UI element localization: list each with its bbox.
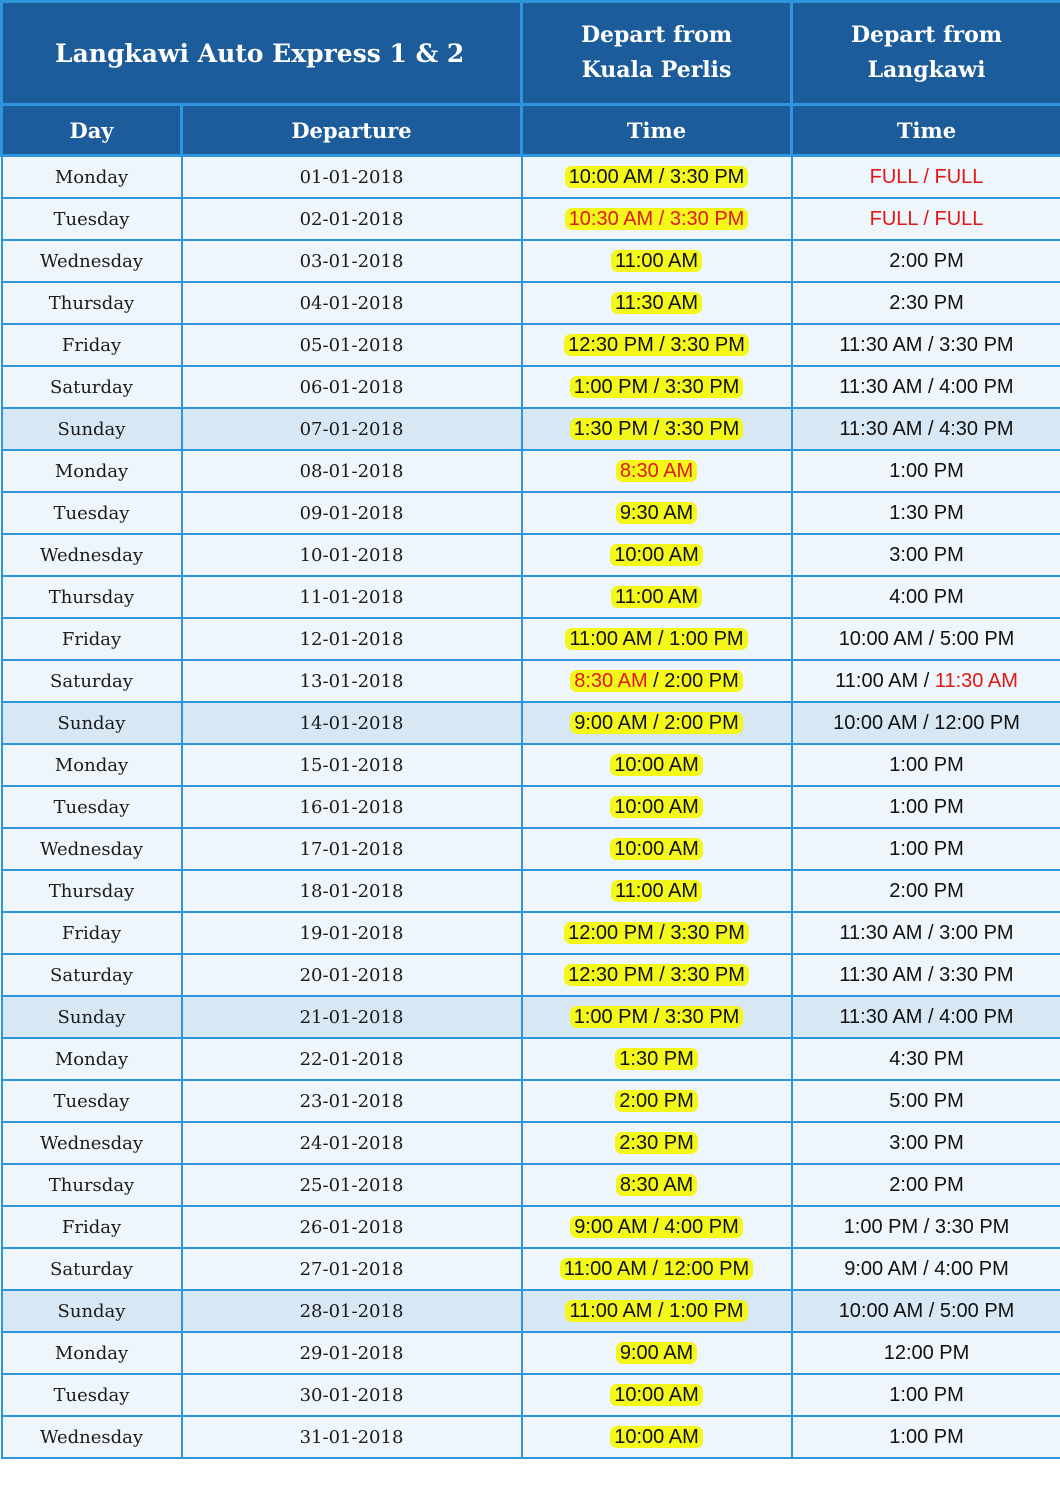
- kuala-perlis-time-cell: [522, 618, 792, 660]
- table-row: [2, 1164, 1060, 1206]
- table-row: [2, 912, 1060, 954]
- time-text: FULL / FULL: [869, 207, 984, 230]
- time-highlight: [560, 1258, 753, 1280]
- departure-date-cell: 12-01-2018: [182, 618, 522, 660]
- table-row: [2, 954, 1060, 996]
- time-text: 2:00 PM: [889, 879, 964, 902]
- time-text: 9:00 AM / 4:00 PM: [844, 1257, 1009, 1280]
- day-cell: Tuesday: [2, 786, 182, 828]
- time-text: 5:00 PM: [889, 1089, 964, 1112]
- time-text: 1:00 PM / 3:30 PM: [573, 375, 740, 398]
- day-cell: Tuesday: [2, 198, 182, 240]
- header-lk-line1: Depart from: [850, 22, 1003, 48]
- langkawi-time-cell: [792, 1080, 1060, 1122]
- kuala-perlis-time-cell: [522, 1248, 792, 1290]
- table-row: [2, 870, 1060, 912]
- langkawi-time-cell: [792, 492, 1060, 534]
- day-cell: Monday: [2, 1038, 182, 1080]
- time-highlight: [610, 544, 703, 566]
- time-text: FULL / FULL: [869, 165, 984, 188]
- day-cell: Monday: [2, 156, 182, 199]
- table-row: [2, 1080, 1060, 1122]
- kuala-perlis-time-cell: [522, 912, 792, 954]
- day-cell: Monday: [2, 450, 182, 492]
- langkawi-time-cell: [792, 1122, 1060, 1164]
- time-highlight: [565, 166, 749, 188]
- kuala-perlis-time-cell: [522, 660, 792, 702]
- time-text: 2:30 PM: [619, 1131, 694, 1154]
- langkawi-time-cell: [792, 702, 1060, 744]
- time-highlight: [610, 838, 703, 860]
- time-text: 1:30 PM: [619, 1047, 694, 1070]
- day-cell: Tuesday: [2, 492, 182, 534]
- table-row: [2, 618, 1060, 660]
- day-cell: Sunday: [2, 1290, 182, 1332]
- time-highlight: [616, 502, 697, 524]
- kuala-perlis-time-cell: [522, 1122, 792, 1164]
- departure-date-cell: 03-01-2018: [182, 240, 522, 282]
- departure-date-cell: 19-01-2018: [182, 912, 522, 954]
- day-cell: Thursday: [2, 870, 182, 912]
- time-text: 12:30 PM / 3:30 PM: [568, 333, 745, 356]
- time-text: 1:00 PM: [889, 1383, 964, 1406]
- time-text: 11:30 AM: [615, 291, 699, 314]
- table-row: [2, 1206, 1060, 1248]
- table-row: [2, 534, 1060, 576]
- kuala-perlis-time-cell: [522, 534, 792, 576]
- table-row: [2, 408, 1060, 450]
- day-cell: Monday: [2, 1332, 182, 1374]
- langkawi-time-cell: [792, 786, 1060, 828]
- day-cell: Friday: [2, 912, 182, 954]
- departure-date-cell: 27-01-2018: [182, 1248, 522, 1290]
- table-row: [2, 198, 1060, 240]
- departure-date-cell: 25-01-2018: [182, 1164, 522, 1206]
- kuala-perlis-time-cell: [522, 282, 792, 324]
- table-row: [2, 1374, 1060, 1416]
- table-row: [2, 576, 1060, 618]
- time-highlight: [565, 1300, 747, 1322]
- table-row: [2, 1122, 1060, 1164]
- time-highlight: [570, 1006, 744, 1028]
- table-row: [2, 786, 1060, 828]
- time-text: 12:00 PM / 3:30 PM: [568, 921, 745, 944]
- time-text: 2:30 PM: [889, 291, 964, 314]
- time-text: 10:00 AM / 12:00 PM: [833, 711, 1020, 734]
- time-highlight: [565, 208, 749, 230]
- departure-date-cell: 08-01-2018: [182, 450, 522, 492]
- table-row: [2, 1332, 1060, 1374]
- time-text: 11:30 AM / 4:00 PM: [839, 375, 1014, 398]
- time-text: 1:00 PM / 3:30 PM: [843, 1215, 1010, 1238]
- departure-date-cell: 01-01-2018: [182, 156, 522, 199]
- langkawi-time-cell: [792, 408, 1060, 450]
- time-text: 11:00 AM /: [835, 669, 935, 692]
- time-text: 1:00 PM: [889, 837, 964, 860]
- langkawi-time-cell: [792, 1416, 1060, 1458]
- time-text: 11:00 AM / 1:00 PM: [569, 1299, 744, 1322]
- kuala-perlis-time-cell: [522, 744, 792, 786]
- kuala-perlis-time-cell: [522, 324, 792, 366]
- kuala-perlis-time-cell: [522, 492, 792, 534]
- departure-date-cell: 07-01-2018: [182, 408, 522, 450]
- langkawi-time-cell: [792, 744, 1060, 786]
- time-text: 11:00 AM / 12:00 PM: [563, 1257, 750, 1280]
- table-row: [2, 1248, 1060, 1290]
- langkawi-time-cell: [792, 1164, 1060, 1206]
- time-highlight: [570, 1216, 743, 1238]
- day-cell: Friday: [2, 324, 182, 366]
- time-highlight: [616, 1342, 697, 1364]
- time-text: 2:00 PM: [889, 1173, 964, 1196]
- langkawi-time-cell: [792, 660, 1060, 702]
- time-highlight: [611, 880, 702, 902]
- kuala-perlis-time-cell: [522, 366, 792, 408]
- day-cell: Wednesday: [2, 240, 182, 282]
- kuala-perlis-time-cell: [522, 828, 792, 870]
- time-text: 1:00 PM: [889, 795, 964, 818]
- table-row: [2, 996, 1060, 1038]
- kuala-perlis-time-cell: [522, 1164, 792, 1206]
- day-cell: Tuesday: [2, 1080, 182, 1122]
- langkawi-time-cell: [792, 870, 1060, 912]
- day-cell: Tuesday: [2, 1374, 182, 1416]
- table-row: [2, 492, 1060, 534]
- day-cell: Friday: [2, 1206, 182, 1248]
- kuala-perlis-time-cell: [522, 240, 792, 282]
- table-row: [2, 324, 1060, 366]
- schedule-body: [2, 156, 1060, 1459]
- time-text: 10:00 AM: [614, 753, 699, 776]
- header-depart-kuala-perlis: [522, 2, 792, 105]
- day-cell: Saturday: [2, 954, 182, 996]
- time-highlight: [611, 250, 702, 272]
- time-highlight: [570, 376, 744, 398]
- time-highlight: [610, 796, 703, 818]
- kuala-perlis-time-cell: [522, 450, 792, 492]
- table-row: [2, 660, 1060, 702]
- header-kp-line1: Depart from: [580, 22, 733, 48]
- day-cell: Saturday: [2, 366, 182, 408]
- time-text: 8:30 AM: [574, 669, 648, 692]
- departure-date-cell: 16-01-2018: [182, 786, 522, 828]
- table-row: [2, 156, 1060, 199]
- kuala-perlis-time-cell: [522, 198, 792, 240]
- time-text: 10:00 AM / 5:00 PM: [838, 1299, 1015, 1322]
- day-cell: Sunday: [2, 702, 182, 744]
- departure-date-cell: 10-01-2018: [182, 534, 522, 576]
- time-text: 2:00 PM: [889, 249, 964, 272]
- time-highlight: [565, 628, 747, 650]
- langkawi-time-cell: [792, 198, 1060, 240]
- table-row: [2, 1290, 1060, 1332]
- table-row: [2, 240, 1060, 282]
- departure-date-cell: 06-01-2018: [182, 366, 522, 408]
- langkawi-time-cell: [792, 828, 1060, 870]
- langkawi-time-cell: [792, 1248, 1060, 1290]
- time-highlight: [570, 418, 744, 440]
- kuala-perlis-time-cell: [522, 576, 792, 618]
- table-row: [2, 282, 1060, 324]
- column-header-time-kuala-perlis: Time: [522, 105, 792, 156]
- time-text: 1:00 PM: [889, 753, 964, 776]
- kuala-perlis-time-cell: [522, 1038, 792, 1080]
- time-highlight: [611, 586, 702, 608]
- time-text: 1:00 PM: [889, 459, 964, 482]
- time-highlight: [616, 1174, 697, 1196]
- time-text: 9:00 AM / 4:00 PM: [574, 1215, 739, 1238]
- departure-date-cell: 02-01-2018: [182, 198, 522, 240]
- day-cell: Saturday: [2, 1248, 182, 1290]
- time-highlight: [610, 1384, 703, 1406]
- langkawi-time-cell: [792, 1374, 1060, 1416]
- time-text: 9:30 AM: [619, 501, 694, 524]
- langkawi-time-cell: [792, 954, 1060, 996]
- table-row: [2, 450, 1060, 492]
- departure-date-cell: 05-01-2018: [182, 324, 522, 366]
- departure-date-cell: 09-01-2018: [182, 492, 522, 534]
- day-cell: Sunday: [2, 996, 182, 1038]
- kuala-perlis-time-cell: [522, 702, 792, 744]
- departure-date-cell: 13-01-2018: [182, 660, 522, 702]
- time-text: 10:00 AM / 3:30 PM: [568, 165, 745, 188]
- kuala-perlis-time-cell: [522, 954, 792, 996]
- kuala-perlis-time-cell: [522, 1080, 792, 1122]
- table-header: [2, 2, 1060, 156]
- departure-date-cell: 20-01-2018: [182, 954, 522, 996]
- time-text: 8:30 AM: [619, 1173, 694, 1196]
- langkawi-time-cell: [792, 366, 1060, 408]
- time-highlight: [615, 1132, 697, 1154]
- langkawi-time-cell: [792, 912, 1060, 954]
- day-cell: Monday: [2, 744, 182, 786]
- departure-date-cell: 22-01-2018: [182, 1038, 522, 1080]
- time-text: 11:30 AM / 4:30 PM: [839, 417, 1014, 440]
- time-text: 1:30 PM / 3:30 PM: [573, 417, 740, 440]
- schedule-title: Langkawi Auto Express 1 & 2: [2, 2, 522, 105]
- departure-date-cell: 21-01-2018: [182, 996, 522, 1038]
- time-text: 1:00 PM: [889, 1425, 964, 1448]
- departure-date-cell: 04-01-2018: [182, 282, 522, 324]
- time-highlight: [610, 754, 703, 776]
- time-highlight: [615, 1048, 697, 1070]
- time-text: 11:00 AM: [615, 249, 699, 272]
- langkawi-time-cell: [792, 1290, 1060, 1332]
- time-highlight: [615, 1090, 697, 1112]
- time-text: 11:00 AM: [615, 879, 699, 902]
- time-text: 11:00 AM: [615, 585, 699, 608]
- time-text: 4:00 PM: [889, 585, 964, 608]
- table-row: [2, 1038, 1060, 1080]
- time-highlight: [564, 334, 749, 356]
- kuala-perlis-time-cell: [522, 1206, 792, 1248]
- departure-date-cell: 17-01-2018: [182, 828, 522, 870]
- langkawi-time-cell: [792, 450, 1060, 492]
- time-text: 12:30 PM / 3:30 PM: [568, 963, 745, 986]
- langkawi-time-cell: [792, 282, 1060, 324]
- time-text: 12:00 PM: [883, 1341, 970, 1364]
- time-text: 10:00 AM: [614, 1383, 699, 1406]
- day-cell: Thursday: [2, 576, 182, 618]
- day-cell: Sunday: [2, 408, 182, 450]
- time-text: 3:00 PM: [889, 543, 964, 566]
- time-text: 11:30 AM / 3:00 PM: [839, 921, 1014, 944]
- day-cell: Wednesday: [2, 828, 182, 870]
- time-highlight: [611, 292, 702, 314]
- kuala-perlis-time-cell: [522, 156, 792, 199]
- departure-date-cell: 14-01-2018: [182, 702, 522, 744]
- langkawi-time-cell: [792, 534, 1060, 576]
- time-text: 4:30 PM: [889, 1047, 964, 1070]
- langkawi-time-cell: [792, 996, 1060, 1038]
- kuala-perlis-time-cell: [522, 870, 792, 912]
- time-text: 3:00 PM: [889, 1131, 964, 1154]
- time-text: 1:30 PM: [889, 501, 964, 524]
- time-text: 10:00 AM: [614, 837, 699, 860]
- kuala-perlis-time-cell: [522, 1290, 792, 1332]
- departure-date-cell: 28-01-2018: [182, 1290, 522, 1332]
- time-text: 11:30 AM: [934, 669, 1018, 692]
- time-text: 2:00 PM: [619, 1089, 694, 1112]
- departure-date-cell: 30-01-2018: [182, 1374, 522, 1416]
- day-cell: Thursday: [2, 282, 182, 324]
- table-row: [2, 702, 1060, 744]
- kuala-perlis-time-cell: [522, 1416, 792, 1458]
- time-text: 9:00 AM: [619, 1341, 694, 1364]
- header-kp-line2: Kuala Perlis: [581, 57, 732, 83]
- departure-date-cell: 29-01-2018: [182, 1332, 522, 1374]
- table-row: [2, 828, 1060, 870]
- time-highlight: [616, 460, 697, 482]
- departure-date-cell: 15-01-2018: [182, 744, 522, 786]
- time-text: / 2:00 PM: [647, 669, 739, 692]
- time-text: 11:30 AM / 3:30 PM: [839, 333, 1014, 356]
- time-text: 1:00 PM / 3:30 PM: [573, 1005, 740, 1028]
- time-text: 10:00 AM: [614, 543, 699, 566]
- langkawi-time-cell: [792, 1332, 1060, 1374]
- table-row: [2, 366, 1060, 408]
- time-highlight: [570, 712, 743, 734]
- column-header-time-langkawi: Time: [792, 105, 1060, 156]
- time-highlight: [610, 1426, 703, 1448]
- departure-date-cell: 24-01-2018: [182, 1122, 522, 1164]
- time-text: 11:30 AM / 3:30 PM: [839, 963, 1014, 986]
- kuala-perlis-time-cell: [522, 1374, 792, 1416]
- time-text: 10:30 AM / 3:30 PM: [568, 207, 745, 230]
- departure-date-cell: 31-01-2018: [182, 1416, 522, 1458]
- departure-date-cell: 26-01-2018: [182, 1206, 522, 1248]
- langkawi-time-cell: [792, 240, 1060, 282]
- langkawi-time-cell: [792, 156, 1060, 199]
- time-highlight: [564, 922, 749, 944]
- header-lk-line2: Langkawi: [867, 57, 986, 83]
- time-text: 10:00 AM: [614, 795, 699, 818]
- kuala-perlis-time-cell: [522, 996, 792, 1038]
- kuala-perlis-time-cell: [522, 408, 792, 450]
- time-highlight: [564, 964, 749, 986]
- table-row: [2, 744, 1060, 786]
- departure-date-cell: 23-01-2018: [182, 1080, 522, 1122]
- langkawi-time-cell: [792, 324, 1060, 366]
- table-row: [2, 1416, 1060, 1458]
- column-header-departure: Departure: [182, 105, 522, 156]
- day-cell: Thursday: [2, 1164, 182, 1206]
- day-cell: Wednesday: [2, 1122, 182, 1164]
- departure-date-cell: 18-01-2018: [182, 870, 522, 912]
- langkawi-time-cell: [792, 1038, 1060, 1080]
- time-text: 8:30 AM: [619, 459, 694, 482]
- departure-date-cell: 11-01-2018: [182, 576, 522, 618]
- day-cell: Wednesday: [2, 534, 182, 576]
- langkawi-time-cell: [792, 1206, 1060, 1248]
- time-text: 10:00 AM / 5:00 PM: [838, 627, 1015, 650]
- langkawi-time-cell: [792, 618, 1060, 660]
- day-cell: Saturday: [2, 660, 182, 702]
- day-cell: Wednesday: [2, 1416, 182, 1458]
- kuala-perlis-time-cell: [522, 1332, 792, 1374]
- header-depart-langkawi: [792, 2, 1060, 105]
- day-cell: Friday: [2, 618, 182, 660]
- time-highlight: [570, 670, 743, 692]
- time-text: 11:00 AM / 1:00 PM: [569, 627, 744, 650]
- time-text: 9:00 AM / 2:00 PM: [574, 711, 739, 734]
- langkawi-time-cell: [792, 576, 1060, 618]
- time-text: 11:30 AM / 4:00 PM: [839, 1005, 1014, 1028]
- time-text: 10:00 AM: [614, 1425, 699, 1448]
- column-header-day: Day: [2, 105, 182, 156]
- kuala-perlis-time-cell: [522, 786, 792, 828]
